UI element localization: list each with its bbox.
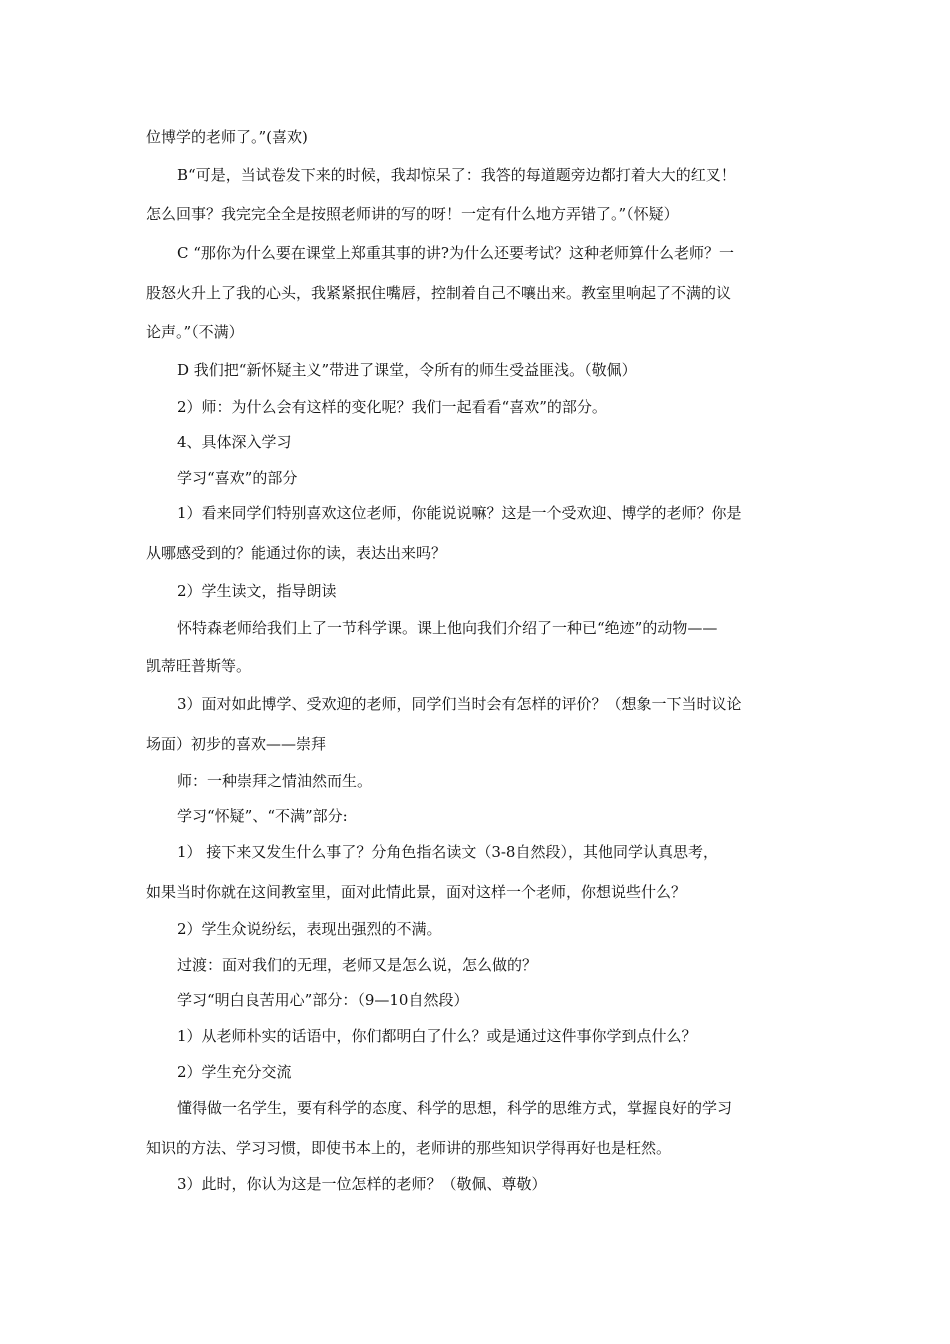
text-line: 过渡：面对我们的无理，老师又是怎么说，怎么做的？ bbox=[177, 956, 538, 974]
text-line: 场面）初步的喜欢——崇拜 bbox=[146, 735, 327, 753]
text-line: 知识的方法、学习习惯，即使书本上的，老师讲的那些知识学得再好也是枉然。 bbox=[146, 1139, 672, 1157]
text-line: 1） 接下来又发生什么事了？分角色指名读文（3-8自然段），其他同学认真思考， bbox=[177, 843, 718, 861]
text-line: 怎么回事？我完完全全是按照老师讲的写的呀！一定有什么地方弄错了。”（怀疑） bbox=[146, 205, 679, 223]
text-line: 如果当时你就在这间教室里，面对此情此景，面对这样一个老师，你想说些什么？ bbox=[146, 883, 687, 901]
text-line: 论声。”（不满） bbox=[146, 323, 244, 341]
text-line: 2）学生充分交流 bbox=[177, 1063, 292, 1081]
text-line: B“可是，当试卷发下来的时候，我却惊呆了：我答的每道题旁边都打着大大的红叉！ bbox=[177, 166, 736, 184]
subsection-heading: 学习“明白良苦用心”部分：（9—10自然段） bbox=[177, 991, 469, 1009]
text-line: 3）此时，你认为这是一位怎样的老师？（敬佩、尊敬） bbox=[177, 1175, 547, 1193]
text-line: 懂得做一名学生，要有科学的态度、科学的思想，科学的思维方式，掌握良好的学习 bbox=[177, 1099, 733, 1117]
text-line: 1）看来同学们特别喜欢这位老师，你能说说嘛？这是一个受欢迎、博学的老师？你是 bbox=[177, 504, 742, 522]
text-line: 1）从老师朴实的话语中，你们都明白了什么？或是通过这件事你学到点什么？ bbox=[177, 1027, 697, 1045]
subsection-heading: 学习“怀疑”、“不满”部分: bbox=[177, 807, 348, 825]
text-line: 3）面对如此博学、受欢迎的老师，同学们当时会有怎样的评价？（想象一下当时议论 bbox=[177, 695, 742, 713]
text-line: 从哪感受到的？能通过你的读，表达出来吗？ bbox=[146, 544, 447, 562]
text-line: 师：一种崇拜之情油然而生。 bbox=[177, 772, 373, 790]
text-line: D 我们把“新怀疑主义”带进了课堂，令所有的师生受益匪浅。（敬佩） bbox=[177, 361, 637, 379]
text-line: 2）学生众说纷纭，表现出强烈的不满。 bbox=[177, 920, 442, 938]
text-line: 2）学生读文，指导朗读 bbox=[177, 582, 337, 600]
text-line: 位博学的老师了。”(喜欢) bbox=[146, 128, 308, 146]
subsection-heading: 学习“喜欢”的部分 bbox=[177, 469, 298, 487]
text-line: 凯蒂旺普斯等。 bbox=[146, 657, 252, 675]
section-heading: 4、具体深入学习 bbox=[177, 433, 292, 451]
text-line: C “那你为什么要在课堂上郑重其事的讲?为什么还要考试？这种老师算什么老师？一 bbox=[177, 244, 734, 262]
text-line: 怀特森老师给我们上了一节科学课。课上他向我们介绍了一种已“绝迹”的动物—— bbox=[177, 619, 718, 637]
text-line: 股怒火升上了我的心头，我紧紧抿住嘴唇，控制着自己不嚷出来。教室里响起了不满的议 bbox=[146, 284, 732, 302]
text-line: 2）师：为什么会有这样的变化呢？我们一起看看“喜欢”的部分。 bbox=[177, 398, 607, 416]
